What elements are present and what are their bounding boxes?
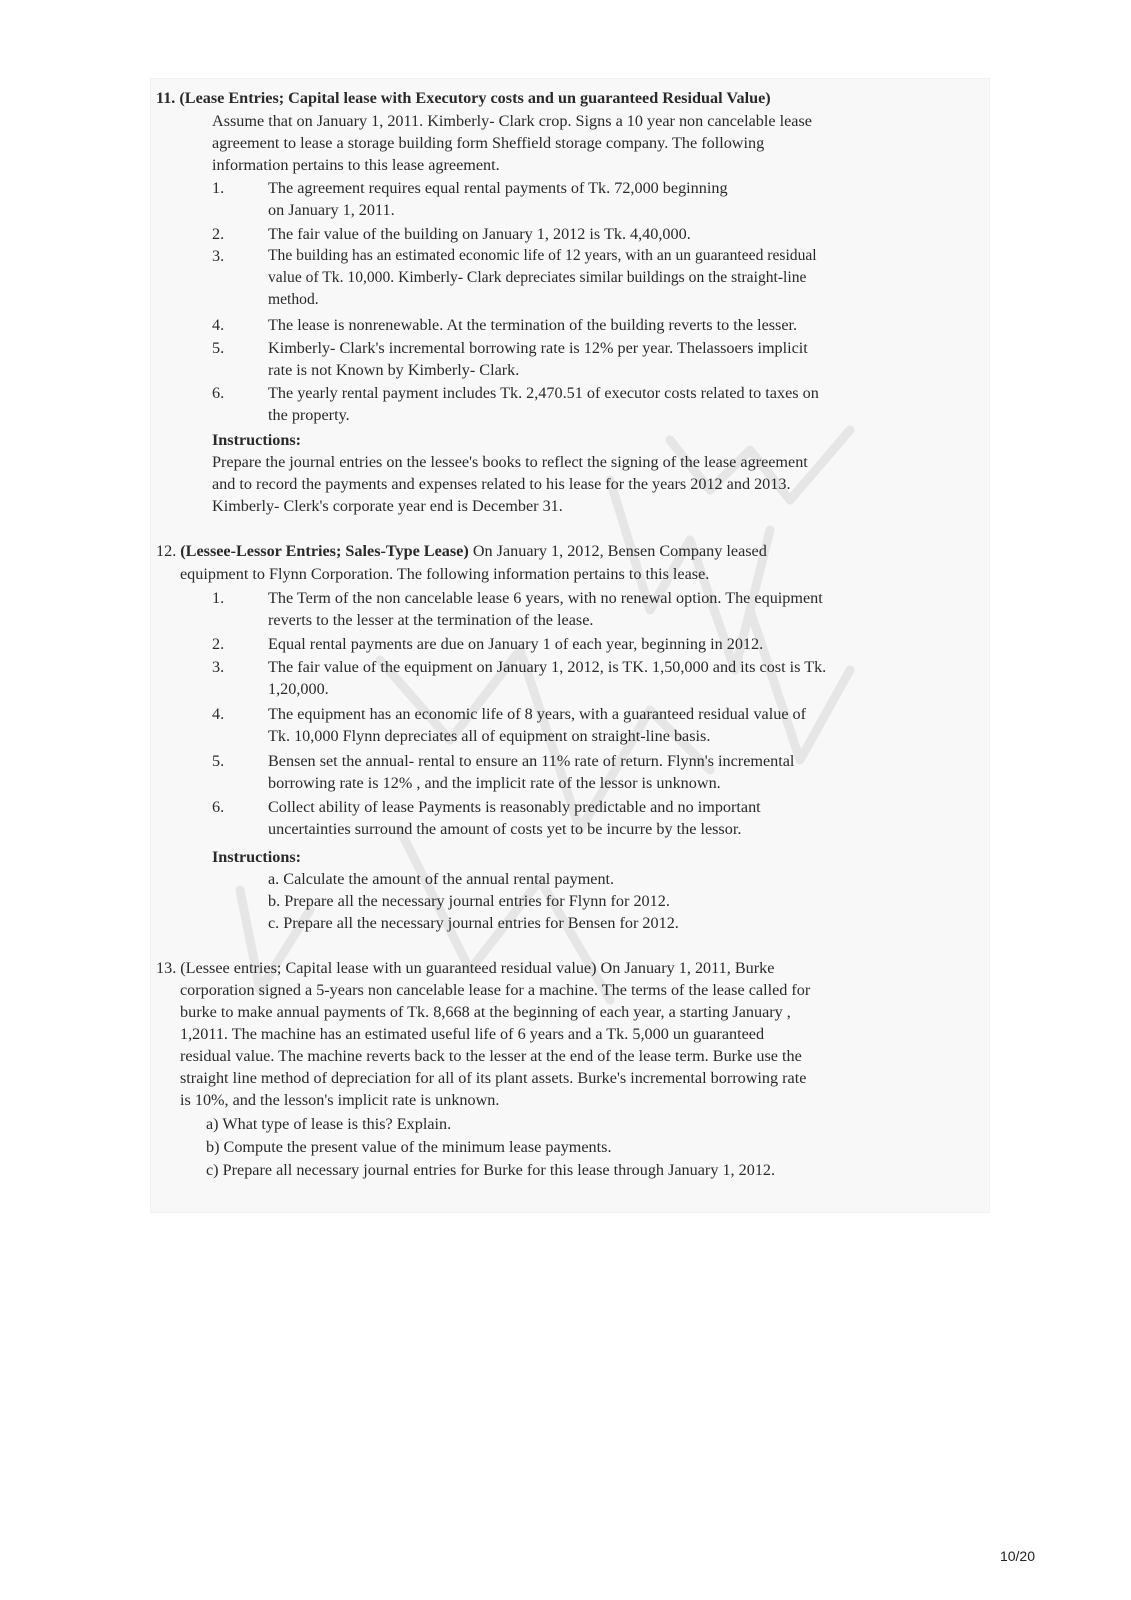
q13-text-line-3: burke to make annual payments of Tk. 8,668 at the beginning of each year, a starting January ,	[180, 1003, 791, 1021]
q11-instruction-line-2: and to record the payments and expenses related to his lease for the years 2012 and 2013.	[212, 475, 791, 493]
q12-item-number: 3.	[212, 658, 225, 676]
q11-instruction-line-1: Prepare the journal entries on the lessee's books to reflect the signing of the lease agreement	[212, 453, 808, 471]
q12-title: (Lessee-Lessor Entries; Sales-Type Lease)	[180, 542, 469, 560]
q13-text-line-2: corporation signed a 5-years non cancelable lease for a machine. The terms of the lease called for	[180, 981, 811, 999]
q13-question-b: b) Compute the present value of the minimum lease payments.	[206, 1138, 612, 1156]
q11-item-4-line-1: The lease is nonrenewable. At the termination of the building reverts to the lesser.	[268, 316, 798, 334]
q12-item-1-line-2: reverts to the lesser at the termination of the lease.	[268, 611, 594, 629]
q11-heading	[156, 88, 771, 108]
q12-item-number: 4.	[212, 705, 225, 723]
q12-item-number: 5.	[212, 752, 225, 770]
q13-number: 13.	[156, 959, 177, 977]
q11-item-5-line-2: rate is not Known by Kimberly- Clark.	[268, 361, 520, 379]
q13-text-line-4: 1,2011. The machine has an estimated useful life of 6 years and a Tk. 5,000 un guaranteed	[180, 1025, 765, 1043]
q11-item-3-line-1: The building has an estimated economic life of 12 years, with an un guaranteed residual	[268, 247, 817, 264]
q11-item-number: 1.	[212, 179, 225, 197]
q12-intro-first: On January 1, 2012, Bensen Company leased	[468, 542, 767, 560]
q11-intro-line-3: information pertains to this lease agreement.	[212, 156, 500, 174]
q11-item-3-line-2: value of Tk. 10,000. Kimberly- Clark depreciates similar buildings on the straight-line	[268, 269, 807, 286]
q13-text-line-1: (Lessee entries; Capital lease with un guaranteed residual value) On January 1, 2011, Burke	[180, 959, 775, 977]
q11-item-number: 6.	[212, 384, 225, 402]
q12-item-number: 1.	[212, 589, 225, 607]
q12-item-5-line-2: borrowing rate is 12% , and the implicit rate of the lessor is unknown.	[268, 774, 721, 792]
q11-item-1-line-1: The agreement requires equal rental payments of Tk. 72,000 beginning	[268, 179, 728, 197]
q12-item-4-line-2: Tk. 10,000 Flynn depreciates all of equipment on straight-line basis.	[268, 727, 711, 745]
q13-line-1	[156, 958, 774, 978]
q11-intro-line-1: Assume that on January 1, 2011. Kimberly- Clark crop. Signs a 10 year non cancelable lease	[212, 112, 812, 130]
q12-item-6-line-2: uncertainties surround the amount of costs yet to be incurre by the lessor.	[268, 820, 742, 838]
q12-item-3-line-2: 1,20,000.	[268, 680, 329, 698]
q11-item-3-line-3: method.	[268, 291, 319, 308]
q11-instructions-heading: Instructions:	[212, 431, 302, 449]
q12-item-number: 6.	[212, 798, 225, 816]
q11-item-6-line-1: The yearly rental payment includes Tk. 2,470.51 of executor costs related to taxes on	[268, 384, 819, 402]
q12-item-1-line-1: The Term of the non cancelable lease 6 years, with no renewal option. The equipment	[268, 589, 823, 607]
q12-instruction-c: c. Prepare all the necessary journal entries for Bensen for 2012.	[268, 914, 679, 932]
q13-question-c: c) Prepare all necessary journal entries for Burke for this lease through January 1, 2012.	[206, 1161, 776, 1179]
q12-item-3-line-1: The fair value of the equipment on January 1, 2012, is TK. 1,50,000 and its cost is Tk.	[268, 658, 827, 676]
q13-text-line-6: straight line method of depreciation for all of its plant assets. Burke's incremental borrowing rate	[180, 1069, 807, 1087]
q12-number: 12.	[156, 542, 177, 560]
q12-item-6-line-1: Collect ability of lease Payments is reasonably predictable and no important	[268, 798, 761, 816]
q11-item-6-line-2: the property.	[268, 406, 350, 424]
q12-heading	[156, 541, 767, 561]
q12-instruction-b: b. Prepare all the necessary journal entries for Flynn for 2012.	[268, 892, 670, 910]
page-number: 10/20	[999, 1548, 1035, 1564]
q11-intro-line-2: agreement to lease a storage building form Sheffield storage company. The following	[212, 134, 765, 152]
q12-item-5-line-1: Bensen set the annual- rental to ensure an 11% rate of return. Flynn's incremental	[268, 752, 795, 770]
q11-instruction-line-3: Kimberly- Clerk's corporate year end is December 31.	[212, 497, 563, 515]
q12-item-number: 2.	[212, 635, 225, 653]
q12-instructions-heading: Instructions:	[212, 848, 302, 866]
q11-item-1-line-2: on January 1, 2011.	[268, 201, 395, 219]
q11-item-number: 4.	[212, 316, 225, 334]
q12-intro-second: equipment to Flynn Corporation. The following information pertains to this lease.	[180, 565, 710, 583]
q11-item-number: 2.	[212, 225, 225, 243]
q11-number: 11.	[156, 89, 176, 107]
q12-item-2-line-1: Equal rental payments are due on January 1 of each year, beginning in 2012.	[268, 635, 764, 653]
q11-item-number: 3.	[212, 247, 225, 265]
q13-text-line-7: is 10%, and the lesson's implicit rate is unknown.	[180, 1091, 500, 1109]
q12-instruction-a: a. Calculate the amount of the annual rental payment.	[268, 870, 615, 888]
q11-title: (Lease Entries; Capital lease with Executory costs and un guaranteed Residual Value)	[179, 89, 771, 107]
q12-item-4-line-1: The equipment has an economic life of 8 years, with a guaranteed residual value of	[268, 705, 807, 723]
q11-item-number: 5.	[212, 339, 225, 357]
q11-item-2-line-1: The fair value of the building on January 1, 2012 is Tk. 4,40,000.	[268, 225, 691, 243]
q13-question-a: a) What type of lease is this? Explain.	[206, 1115, 452, 1133]
q13-text-line-5: residual value. The machine reverts back to the lesser at the end of the lease term. Burke use the	[180, 1047, 802, 1065]
q11-item-5-line-1: Kimberly- Clark's incremental borrowing rate is 12% per year. Thelassoers implicit	[268, 339, 808, 357]
